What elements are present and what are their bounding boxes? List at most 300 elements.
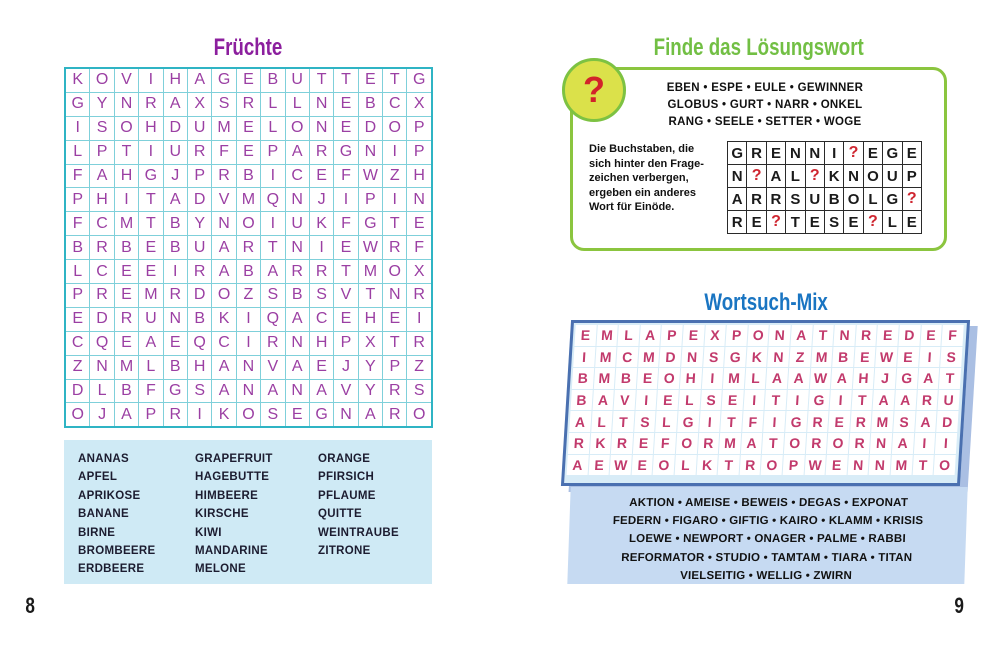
letter-cell[interactable]: A [286, 141, 309, 164]
letter-cell[interactable]: R [805, 433, 827, 454]
letter-cell[interactable]: N [383, 284, 406, 307]
letter-cell[interactable]: O [286, 117, 309, 140]
letter-cell[interactable]: C [66, 332, 89, 355]
letter-cell[interactable]: M [595, 347, 617, 368]
letter-cell[interactable]: D [164, 117, 187, 140]
letter-cell[interactable]: T [139, 188, 162, 211]
letter-cell[interactable]: F [212, 141, 235, 164]
letter-cell[interactable]: N [334, 403, 357, 426]
letter-cell[interactable]: A [115, 403, 138, 426]
letter-cell[interactable]: K [696, 455, 718, 476]
letter-cell[interactable]: E [407, 212, 430, 235]
letter-cell[interactable]: E [139, 260, 162, 283]
letter-cell[interactable]: E [66, 308, 89, 331]
letter-cell[interactable]: I [261, 212, 284, 235]
letter-cell[interactable]: Q [261, 308, 284, 331]
letter-cell[interactable]: E [334, 117, 357, 140]
letter-cell[interactable]: I [764, 411, 786, 432]
letter-cell[interactable]: T [383, 212, 406, 235]
letter-cell[interactable]: N [359, 141, 382, 164]
letter-cell[interactable]: E [682, 325, 704, 346]
letter-cell[interactable]: I [699, 411, 721, 432]
letter-cell[interactable]: R [747, 188, 765, 210]
letter-cell[interactable]: A [139, 332, 162, 355]
letter-cell[interactable]: A [359, 403, 382, 426]
letter-cell[interactable]: A [766, 368, 788, 389]
letter-cell[interactable]: E [877, 325, 899, 346]
letter-cell[interactable]: X [188, 93, 211, 116]
letter-cell[interactable]: L [66, 260, 89, 283]
letter-cell[interactable]: D [936, 411, 958, 432]
letter-cell[interactable]: E [164, 332, 187, 355]
letter-cell[interactable]: P [407, 117, 430, 140]
letter-cell[interactable]: R [697, 433, 719, 454]
letter-cell[interactable]: F [654, 433, 676, 454]
letter-cell[interactable]: L [261, 93, 284, 116]
letter-cell[interactable]: L [139, 356, 162, 379]
letter-cell[interactable]: P [188, 165, 211, 188]
letter-cell[interactable]: L [656, 411, 678, 432]
letter-cell[interactable]: W [359, 165, 382, 188]
letter-cell[interactable]: E [237, 117, 260, 140]
letter-cell[interactable]: L [261, 117, 284, 140]
letter-cell[interactable]: R [407, 332, 430, 355]
letter-cell[interactable]: I [919, 347, 941, 368]
letter-cell[interactable]: R [383, 236, 406, 259]
letter-cell[interactable]: C [90, 260, 113, 283]
letter-cell[interactable]: T [383, 69, 406, 92]
letter-cell[interactable]: M [212, 117, 235, 140]
letter-cell[interactable]: G [724, 347, 746, 368]
letter-cell[interactable]: M [596, 325, 618, 346]
letter-cell[interactable]: S [700, 390, 722, 411]
letter-cell[interactable]: I [743, 390, 765, 411]
letter-cell[interactable]: X [407, 93, 430, 116]
letter-cell[interactable]: Z [789, 347, 811, 368]
question-mark-cell[interactable]: ? [747, 165, 765, 187]
letter-cell[interactable]: B [571, 390, 593, 411]
letter-cell[interactable]: R [310, 260, 333, 283]
letter-cell[interactable]: U [806, 188, 824, 210]
letter-cell[interactable]: F [407, 236, 430, 259]
letter-cell[interactable]: N [286, 188, 309, 211]
letter-cell[interactable]: E [237, 141, 260, 164]
letter-cell[interactable]: P [261, 141, 284, 164]
letter-cell[interactable]: N [786, 142, 804, 164]
letter-cell[interactable]: T [334, 69, 357, 92]
letter-cell[interactable]: E [633, 433, 655, 454]
letter-cell[interactable]: B [572, 368, 594, 389]
letter-cell[interactable]: T [115, 141, 138, 164]
letter-cell[interactable]: E [864, 142, 882, 164]
letter-cell[interactable]: B [359, 93, 382, 116]
letter-cell[interactable]: L [66, 141, 89, 164]
letter-cell[interactable]: C [310, 308, 333, 331]
letter-cell[interactable]: S [825, 211, 843, 233]
letter-cell[interactable]: T [612, 411, 634, 432]
letter-cell[interactable]: B [615, 368, 637, 389]
letter-cell[interactable]: R [767, 188, 785, 210]
letter-cell[interactable]: I [66, 117, 89, 140]
letter-cell[interactable]: M [719, 433, 741, 454]
letter-cell[interactable]: R [237, 236, 260, 259]
letter-cell[interactable]: T [310, 69, 333, 92]
letter-cell[interactable]: A [639, 325, 661, 346]
letter-cell[interactable]: Z [66, 356, 89, 379]
letter-cell[interactable]: N [870, 433, 892, 454]
letter-cell[interactable]: R [807, 411, 829, 432]
letter-cell[interactable]: N [728, 165, 746, 187]
letter-cell[interactable]: R [850, 411, 872, 432]
letter-cell[interactable]: P [359, 188, 382, 211]
letter-cell[interactable]: R [115, 308, 138, 331]
letter-cell[interactable]: B [164, 212, 187, 235]
letter-cell[interactable]: J [164, 165, 187, 188]
letter-cell[interactable]: O [237, 403, 260, 426]
letter-cell[interactable]: D [898, 325, 920, 346]
letter-cell[interactable]: S [703, 347, 725, 368]
letter-cell[interactable]: A [892, 433, 914, 454]
letter-cell[interactable]: Q [90, 332, 113, 355]
letter-cell[interactable]: O [761, 455, 783, 476]
letter-cell[interactable]: E [383, 308, 406, 331]
letter-cell[interactable]: S [940, 347, 962, 368]
letter-cell[interactable]: M [115, 212, 138, 235]
letter-cell[interactable]: O [212, 284, 235, 307]
letter-cell[interactable]: E [310, 356, 333, 379]
letter-cell[interactable]: R [310, 141, 333, 164]
letter-cell[interactable]: O [66, 403, 89, 426]
letter-cell[interactable]: D [660, 347, 682, 368]
letter-cell[interactable]: E [359, 69, 382, 92]
letter-cell[interactable]: B [832, 347, 854, 368]
letter-cell[interactable]: R [286, 260, 309, 283]
letter-cell[interactable]: A [212, 356, 235, 379]
letter-cell[interactable]: X [704, 325, 726, 346]
letter-cell[interactable]: A [917, 368, 939, 389]
letter-cell[interactable]: E [897, 347, 919, 368]
letter-cell[interactable]: M [359, 260, 382, 283]
letter-cell[interactable]: O [747, 325, 769, 346]
letter-cell[interactable]: H [680, 368, 702, 389]
question-mark-cell[interactable]: ? [767, 211, 785, 233]
letter-cell[interactable]: A [212, 236, 235, 259]
letter-cell[interactable]: F [942, 325, 964, 346]
letter-cell[interactable]: G [66, 93, 89, 116]
letter-cell[interactable]: O [90, 69, 113, 92]
letter-cell[interactable]: S [407, 380, 430, 403]
letter-cell[interactable]: O [934, 455, 956, 476]
letter-cell[interactable]: H [853, 368, 875, 389]
letter-cell[interactable]: R [212, 165, 235, 188]
letter-cell[interactable]: E [903, 211, 921, 233]
letter-cell[interactable]: N [768, 347, 790, 368]
letter-cell[interactable]: A [310, 380, 333, 403]
letter-cell[interactable]: N [286, 380, 309, 403]
letter-cell[interactable]: H [115, 165, 138, 188]
letter-cell[interactable]: X [407, 260, 430, 283]
letter-cell[interactable]: I [237, 308, 260, 331]
letter-cell[interactable]: B [115, 380, 138, 403]
letter-cell[interactable]: R [568, 433, 590, 454]
letter-cell[interactable]: H [90, 188, 113, 211]
letter-cell[interactable]: I [635, 390, 657, 411]
letter-cell[interactable]: R [728, 211, 746, 233]
letter-cell[interactable]: O [407, 403, 430, 426]
letter-cell[interactable]: U [188, 236, 211, 259]
letter-cell[interactable]: L [675, 455, 697, 476]
letter-cell[interactable]: I [261, 165, 284, 188]
letter-cell[interactable]: Q [188, 332, 211, 355]
letter-cell[interactable]: P [66, 284, 89, 307]
letter-cell[interactable]: J [310, 188, 333, 211]
letter-cell[interactable]: U [139, 308, 162, 331]
letter-cell[interactable]: E [334, 93, 357, 116]
letter-cell[interactable]: I [383, 141, 406, 164]
letter-cell[interactable]: G [883, 188, 901, 210]
letter-cell[interactable]: O [864, 165, 882, 187]
letter-cell[interactable]: R [139, 93, 162, 116]
letter-cell[interactable]: M [890, 455, 912, 476]
letter-cell[interactable]: N [237, 356, 260, 379]
letter-cell[interactable]: O [653, 455, 675, 476]
letter-cell[interactable]: N [237, 380, 260, 403]
letter-cell[interactable]: R [164, 403, 187, 426]
letter-cell[interactable]: E [828, 411, 850, 432]
letter-cell[interactable]: X [359, 332, 382, 355]
letter-cell[interactable]: L [745, 368, 767, 389]
letter-cell[interactable]: O [383, 117, 406, 140]
letter-cell[interactable]: T [762, 433, 784, 454]
letter-cell[interactable]: S [188, 380, 211, 403]
letter-cell[interactable]: P [66, 188, 89, 211]
letter-cell[interactable]: M [237, 188, 260, 211]
letter-cell[interactable]: D [90, 308, 113, 331]
letter-cell[interactable]: I [139, 141, 162, 164]
letter-cell[interactable]: A [788, 368, 810, 389]
letter-cell[interactable]: N [847, 455, 869, 476]
letter-cell[interactable]: O [115, 117, 138, 140]
letter-cell[interactable]: A [894, 390, 916, 411]
letter-cell[interactable]: C [616, 347, 638, 368]
letter-cell[interactable]: A [164, 188, 187, 211]
letter-cell[interactable]: E [115, 260, 138, 283]
letter-cell[interactable]: N [834, 325, 856, 346]
letter-cell[interactable]: R [611, 433, 633, 454]
letter-cell[interactable]: J [90, 403, 113, 426]
letter-cell[interactable]: L [679, 390, 701, 411]
letter-cell[interactable]: I [407, 308, 430, 331]
letter-cell[interactable]: I [334, 188, 357, 211]
letter-cell[interactable]: G [359, 212, 382, 235]
letter-cell[interactable]: P [90, 141, 113, 164]
letter-cell[interactable]: I [913, 433, 935, 454]
letter-cell[interactable]: G [896, 368, 918, 389]
letter-cell[interactable]: L [286, 93, 309, 116]
letter-cell[interactable]: F [66, 165, 89, 188]
letter-cell[interactable]: N [212, 212, 235, 235]
letter-cell[interactable]: C [212, 332, 235, 355]
letter-cell[interactable]: O [784, 433, 806, 454]
letter-cell[interactable]: D [66, 380, 89, 403]
letter-cell[interactable]: P [726, 325, 748, 346]
letter-cell[interactable]: H [310, 332, 333, 355]
letter-cell[interactable]: D [359, 117, 382, 140]
letter-cell[interactable]: U [188, 117, 211, 140]
letter-cell[interactable]: R [383, 403, 406, 426]
letter-cell[interactable]: E [575, 325, 597, 346]
letter-cell[interactable]: F [66, 212, 89, 235]
letter-cell[interactable]: F [334, 165, 357, 188]
letter-cell[interactable]: A [569, 411, 591, 432]
letter-cell[interactable]: L [883, 211, 901, 233]
letter-cell[interactable]: P [407, 141, 430, 164]
letter-cell[interactable]: N [115, 93, 138, 116]
letter-cell[interactable]: H [188, 356, 211, 379]
letter-cell[interactable]: N [681, 347, 703, 368]
letter-cell[interactable]: N [806, 142, 824, 164]
letter-cell[interactable]: S [261, 403, 284, 426]
letter-cell[interactable]: B [164, 356, 187, 379]
letter-cell[interactable]: C [286, 165, 309, 188]
letter-cell[interactable]: I [701, 368, 723, 389]
letter-cell[interactable]: F [139, 380, 162, 403]
letter-cell[interactable]: I [935, 433, 957, 454]
letter-cell[interactable]: H [164, 69, 187, 92]
question-mark-cell[interactable]: ? [864, 211, 882, 233]
letter-cell[interactable]: E [115, 332, 138, 355]
letter-cell[interactable]: C [383, 93, 406, 116]
letter-cell[interactable]: W [809, 368, 831, 389]
letter-cell[interactable]: G [407, 69, 430, 92]
question-mark-cell[interactable]: ? [903, 188, 921, 210]
letter-cell[interactable]: G [883, 142, 901, 164]
letter-cell[interactable]: F [742, 411, 764, 432]
letter-cell[interactable]: R [849, 433, 871, 454]
letter-cell[interactable]: B [188, 308, 211, 331]
letter-cell[interactable]: S [310, 284, 333, 307]
letter-cell[interactable]: N [869, 455, 891, 476]
letter-cell[interactable]: S [90, 117, 113, 140]
letter-cell[interactable]: I [237, 332, 260, 355]
letter-cell[interactable]: K [310, 212, 333, 235]
letter-cell[interactable]: I [786, 390, 808, 411]
letter-cell[interactable]: R [90, 284, 113, 307]
letter-cell[interactable]: T [383, 332, 406, 355]
letter-cell[interactable]: E [767, 142, 785, 164]
letter-cell[interactable]: G [310, 403, 333, 426]
letter-cell[interactable]: O [658, 368, 680, 389]
letter-cell[interactable]: L [786, 165, 804, 187]
letter-cell[interactable]: N [310, 93, 333, 116]
letter-cell[interactable]: A [90, 165, 113, 188]
letter-cell[interactable]: E [854, 347, 876, 368]
letter-cell[interactable]: M [723, 368, 745, 389]
letter-cell[interactable]: E [237, 69, 260, 92]
letter-cell[interactable]: T [912, 455, 934, 476]
letter-cell[interactable]: A [286, 308, 309, 331]
letter-cell[interactable]: S [261, 284, 284, 307]
letter-cell[interactable]: A [592, 390, 614, 411]
letter-cell[interactable]: A [728, 188, 746, 210]
letter-cell[interactable]: R [188, 260, 211, 283]
letter-cell[interactable]: E [588, 455, 610, 476]
letter-cell[interactable]: A [188, 69, 211, 92]
letter-cell[interactable]: R [164, 284, 187, 307]
letter-cell[interactable]: H [407, 165, 430, 188]
letter-cell[interactable]: I [115, 188, 138, 211]
letter-cell[interactable]: U [938, 390, 960, 411]
letter-cell[interactable]: U [883, 165, 901, 187]
letter-cell[interactable]: J [334, 356, 357, 379]
letter-cell[interactable]: M [638, 347, 660, 368]
letter-cell[interactable]: I [573, 347, 595, 368]
letter-cell[interactable]: A [164, 93, 187, 116]
letter-cell[interactable]: E [657, 390, 679, 411]
letter-cell[interactable]: E [286, 403, 309, 426]
letter-cell[interactable]: R [261, 332, 284, 355]
letter-cell[interactable]: S [893, 411, 915, 432]
letter-cell[interactable]: M [593, 368, 615, 389]
letter-cell[interactable]: E [334, 308, 357, 331]
letter-cell[interactable]: V [115, 69, 138, 92]
letter-cell[interactable]: E [631, 455, 653, 476]
letter-cell[interactable]: R [747, 142, 765, 164]
letter-cell[interactable]: Z [237, 284, 260, 307]
letter-cell[interactable]: S [634, 411, 656, 432]
letter-cell[interactable]: G [164, 380, 187, 403]
letter-cell[interactable]: I [139, 69, 162, 92]
letter-cell[interactable]: I [310, 236, 333, 259]
letter-cell[interactable]: P [903, 165, 921, 187]
letter-cell[interactable]: N [286, 332, 309, 355]
letter-cell[interactable]: B [237, 260, 260, 283]
letter-cell[interactable]: W [804, 455, 826, 476]
letter-cell[interactable]: G [808, 390, 830, 411]
letter-cell[interactable]: F [334, 212, 357, 235]
letter-cell[interactable]: T [765, 390, 787, 411]
letter-cell[interactable]: A [767, 165, 785, 187]
letter-cell[interactable]: K [66, 69, 89, 92]
letter-cell[interactable]: D [188, 188, 211, 211]
letter-cell[interactable]: E [844, 211, 862, 233]
letter-cell[interactable]: Y [188, 212, 211, 235]
letter-cell[interactable]: E [334, 236, 357, 259]
letter-cell[interactable]: E [637, 368, 659, 389]
letter-cell[interactable]: G [677, 411, 699, 432]
letter-cell[interactable]: G [785, 411, 807, 432]
letter-cell[interactable]: A [873, 390, 895, 411]
letter-cell[interactable]: M [811, 347, 833, 368]
letter-cell[interactable]: T [851, 390, 873, 411]
letter-cell[interactable]: B [115, 236, 138, 259]
letter-cell[interactable]: T [939, 368, 961, 389]
letter-cell[interactable]: G [139, 165, 162, 188]
question-mark-cell[interactable]: ? [844, 142, 862, 164]
letter-cell[interactable]: P [383, 356, 406, 379]
letter-cell[interactable]: R [90, 236, 113, 259]
letter-cell[interactable]: B [286, 284, 309, 307]
letter-cell[interactable]: J [874, 368, 896, 389]
letter-cell[interactable]: E [139, 236, 162, 259]
letter-cell[interactable]: K [746, 347, 768, 368]
letter-cell[interactable]: S [212, 93, 235, 116]
letter-cell[interactable]: A [286, 356, 309, 379]
letter-cell[interactable]: V [334, 380, 357, 403]
letter-cell[interactable]: K [825, 165, 843, 187]
letter-cell[interactable]: N [286, 236, 309, 259]
letter-cell[interactable]: E [722, 390, 744, 411]
